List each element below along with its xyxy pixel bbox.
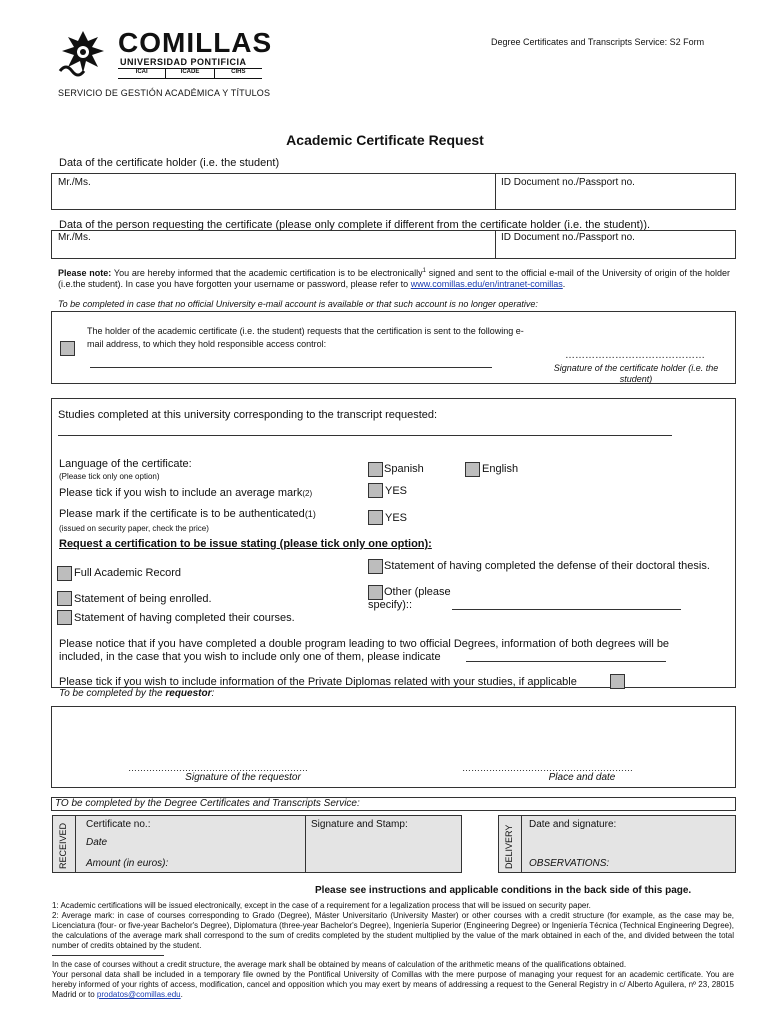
authenticate-text: Please mark if the certificate is to be authenticated [59, 508, 305, 520]
requester-divider [495, 231, 496, 258]
privacy-end: . [180, 990, 183, 999]
language-label: Language of the certificate: [59, 458, 192, 470]
school-icai: ICAI [118, 69, 166, 78]
brand-name: COMILLAS [118, 27, 273, 58]
studies-label: Studies completed at this university corresponding to the transcript requested: [58, 409, 438, 421]
language-note: (Please tick only one option) [59, 472, 160, 481]
completed-courses-label: Statement of having completed their courses. [74, 612, 295, 624]
note-text2: signed and sent to the official e-mail of the University of origin of the holder (i.e.the student). In case you have forgotten your username or password, please refer to [58, 268, 730, 289]
holder-signature-label: Signature of the certificate holder (i.e. the student) [553, 363, 719, 384]
privacy-notice [52, 970, 734, 1000]
received-date-field[interactable]: Date [86, 837, 108, 848]
holder-signature-dots: …………………………………… [565, 350, 705, 361]
average-mark-checkbox[interactable] [368, 483, 383, 498]
crest-icon [56, 27, 111, 79]
requestor-heading-suffix: : [211, 688, 215, 699]
requestor-signature-label: Signature of the requestor [185, 772, 301, 783]
requestor-signature-dots: …………………………………………………… [128, 763, 308, 773]
holder-heading: Data of the certificate holder (i.e. the student) [59, 157, 280, 169]
studies-line[interactable] [58, 435, 672, 436]
spanish-label: Spanish [384, 463, 424, 475]
double-program-notice: Please notice that if you have completed a double program leading to two official Degrees, information of both degrees will be included, in the case that you wish to include only one of them, please indicate [59, 638, 670, 663]
delivery-date-signature-field[interactable]: Date and signature: [529, 819, 617, 830]
note-text3: . [562, 279, 566, 289]
received-inner-divider [305, 816, 306, 872]
email-address-line[interactable] [90, 367, 492, 368]
school-icade: ICADE [166, 69, 214, 78]
email-request-checkbox[interactable] [60, 341, 75, 356]
doctoral-label: Statement of having completed the defense of their doctoral thesis. [384, 560, 710, 572]
authenticate-label [59, 508, 316, 520]
footnote-2: 2: Average mark: in case of courses corresponding to Grado (Degree), Máster Universitario (University Master) or other courses with a credit structure (for example, as the case may be, Licenciatura (four- or five-year Bachelor's Degree), Diplomatura (three-year Bachelor's Degree), Ingeniería Superior (Engineering Degree) or Ingeniería Técnica (Technical Engineering Degree), the calculations of the average mark shall correspond to the sum of credits completed by the student multiplied by the value of the mark obtained in each of the, and divided between the total number of credits obtained by the student. [52, 911, 734, 950]
full-record-label: Full Academic Record [74, 567, 181, 579]
intranet-link[interactable]: www.comillas.edu/en/intranet-comillas [410, 279, 563, 289]
delivery-box [498, 815, 736, 873]
received-box [52, 815, 462, 873]
request-heading: Request a certification to be issue stating (please tick only one option): [59, 538, 432, 550]
place-date-label: Place and date [548, 772, 616, 783]
holder-id-field[interactable]: ID Document no./Passport no. [501, 177, 635, 188]
enrolled-label: Statement of being enrolled. [74, 593, 212, 605]
other-label: Other (please specify):: [368, 586, 451, 611]
service-heading: TO be completed by the Degree Certificates and Transcripts Service: [55, 798, 360, 809]
average-mark-label [59, 487, 312, 499]
note-sup: 1 [422, 268, 426, 274]
note-paragraph [58, 266, 730, 290]
spanish-checkbox[interactable] [368, 462, 383, 477]
footnote-1: 1: Academic certifications will be issued electronically, except in the case of a requirement for a legalization process that will be issued on security paper. [52, 901, 591, 910]
delivery-divider [521, 816, 522, 872]
note-text1: You are hereby informed that the academic certification is to be electronically [111, 268, 423, 278]
authenticate-yes: YES [385, 512, 408, 524]
authenticate-note: (issued on security paper, check the price) [59, 524, 209, 533]
certificate-no-field[interactable]: Certificate no.: [86, 819, 151, 830]
authenticate-checkbox[interactable] [368, 510, 383, 525]
privacy-text: Your personal data shall be included in a temporary file owned by the Pontifical University of Comillas with the mere purpose of managing your request for an academic certificate. You are hereby informed of your rights of access, modification, cancel and opposition which you may exert by means of addressing a request to the General Registry in c/ Alberto Aguilera, nº 23, 28015 Madrid or to [52, 970, 734, 999]
holder-box [51, 173, 736, 210]
delivery-label: DELIVERY [504, 824, 514, 869]
requestor-heading-bold: requestor [165, 688, 212, 699]
other-specify-line[interactable] [452, 609, 681, 610]
note-lead: Please note: [58, 268, 112, 278]
observations-field[interactable]: OBSERVATIONS: [529, 858, 610, 869]
average-mark-text: Please tick if you wish to include an average mark [59, 487, 303, 499]
instructions-notice: Please see instructions and applicable conditions in the back side of this page. [315, 885, 692, 896]
average-mark-ref: (2) [302, 489, 313, 498]
english-checkbox[interactable] [465, 462, 480, 477]
english-label: English [482, 463, 519, 475]
email-request-text: The holder of the academic certificate (i.e. the student) requests that the certification is sent to the following e-mail address, to which they hold responsible access control: [87, 326, 524, 349]
footnote-3: In the case of courses without a credit structure, the average mark shall be obtained by means of calculation of the arithmetic means of the qualifications obtained. [52, 960, 627, 969]
full-record-checkbox[interactable] [57, 566, 72, 581]
private-diplomas-checkbox[interactable] [610, 674, 625, 689]
received-label: RECEIVED [58, 822, 68, 869]
service-heading-box [51, 797, 736, 811]
enrolled-checkbox[interactable] [57, 591, 72, 606]
signature-stamp-field[interactable]: Signature and Stamp: [311, 819, 408, 830]
form-id: Degree Certificates and Transcripts Service: S2 Form [491, 37, 705, 47]
school-bar [118, 68, 262, 79]
private-diplomas-notice: Please tick if you wish to include information of the Private Diplomas related with your studies, if applicable [59, 676, 577, 688]
authenticate-ref: (1) [304, 509, 316, 519]
holder-divider [495, 174, 496, 209]
university-name: UNIVERSIDAD PONTIFICIA [120, 57, 247, 67]
amount-field[interactable]: Amount (in euros): [86, 858, 169, 869]
page-title: Academic Certificate Request [286, 132, 484, 148]
place-date-dots: ………………………………………………… [462, 763, 633, 773]
service-name: SERVICIO DE GESTIÓN ACADÉMICA Y TÍTULOS [58, 88, 271, 98]
holder-name-field[interactable]: Mr./Ms. [58, 177, 91, 188]
completed-courses-checkbox[interactable] [57, 610, 72, 625]
requester-heading: Data of the person requesting the certificate (please only complete if different from the certificate holder (i.e. the student)). [59, 219, 651, 231]
received-divider [75, 816, 76, 872]
footnote-divider [52, 955, 164, 956]
double-program-line[interactable] [466, 661, 666, 662]
privacy-email-link[interactable]: prodatos@comillas.edu [96, 990, 181, 999]
requestor-box [51, 706, 736, 788]
requestor-heading [59, 688, 214, 699]
school-cihs: CIHS [231, 69, 246, 75]
requester-box [51, 230, 736, 259]
requester-name-field[interactable]: Mr./Ms. [58, 232, 91, 243]
requestor-heading-prefix: To be completed by the [59, 688, 166, 699]
email-request-box [51, 311, 736, 384]
requester-id-field[interactable]: ID Document no./Passport no. [501, 232, 635, 243]
average-mark-yes: YES [385, 485, 408, 497]
note-italic: To be completed in case that no official University e-mail account is available or that such account is no longer operative: [58, 299, 538, 309]
